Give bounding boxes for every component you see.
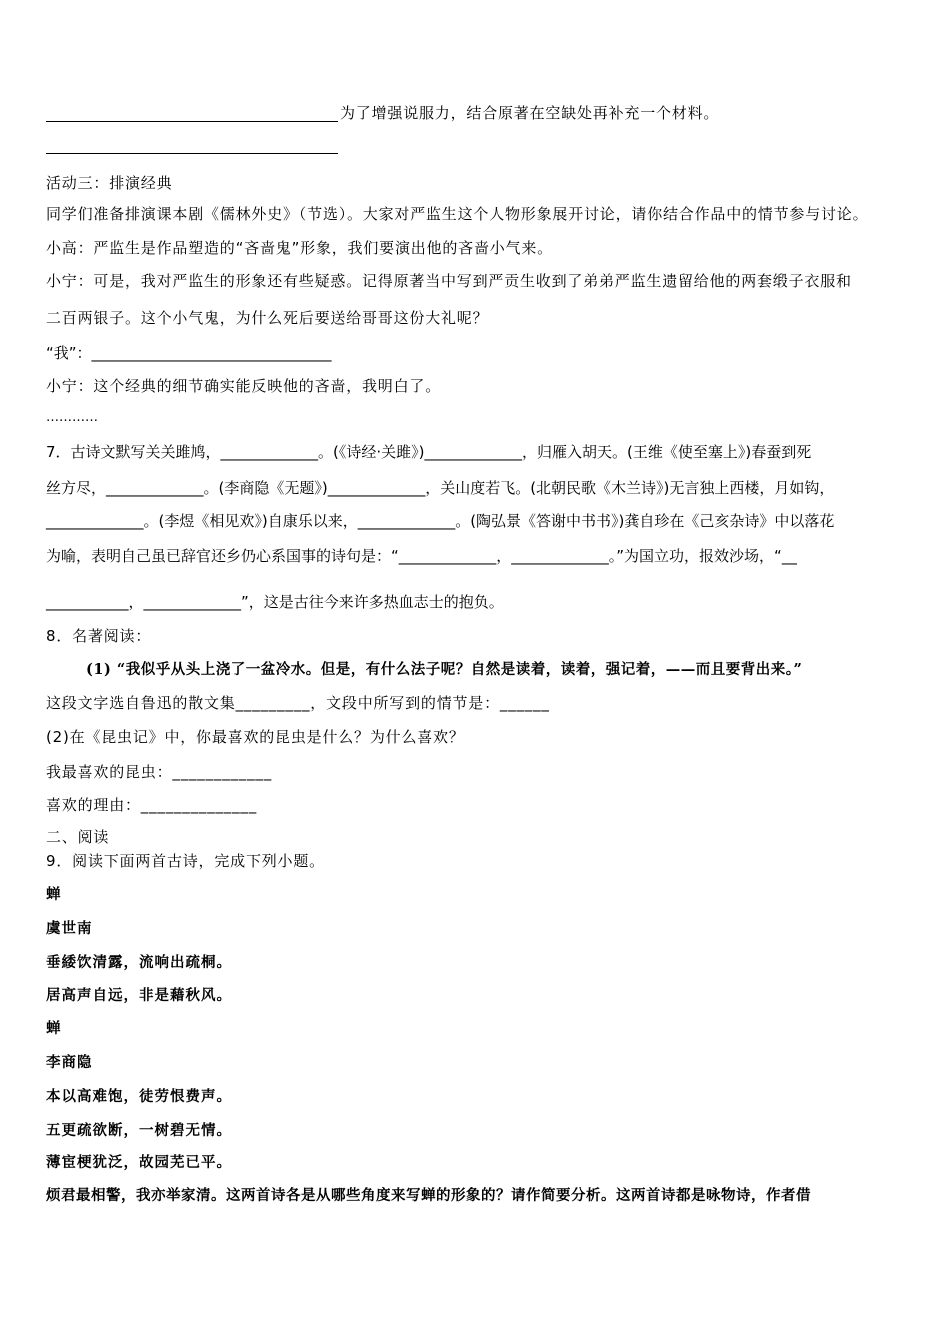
poem2-title: 蝉	[46, 1020, 62, 1037]
ellipsis: …………	[46, 410, 98, 425]
answer-blank	[46, 121, 338, 122]
q8-source: 这段文字选自鲁迅的散文集_________，文段中所写到的情节是：______	[46, 694, 550, 712]
dialogue-xiaoning: 小宁：可是，我对严监生的形象还有些疑惑。记得原著当中写到严贡生收到了弟弟严监生遗留给他的两套缎子衣服和	[46, 272, 852, 290]
poem1-author: 虞世南	[46, 920, 93, 937]
poem2-last-and-question: 烦君最相警，我亦举家清。这两首诗各是从哪些角度来写蝉的形象的？请作简要分析。这两首诗都是咏物诗，作者借	[46, 1187, 811, 1204]
section-title: 二、阅读	[46, 828, 110, 846]
poem1-line: 居高声自远，非是藉秋风。	[46, 987, 232, 1004]
q9-prompt: 9．阅读下面两首古诗，完成下列小题。	[46, 852, 325, 870]
activity3-intro: 同学们准备排演课本剧《儒林外史》（节选）。大家对严监生这个人物形象展开讨论，请你结合作品中的情节参与讨论。	[46, 205, 869, 223]
poem1-title: 蝉	[46, 886, 62, 903]
poem2-author: 李商隐	[46, 1054, 93, 1071]
q7-line: ___________，_____________”，这是古往今来许多热血志士的抱负。	[46, 593, 504, 611]
dialogue-xiaoning-2: 小宁：这个经典的细节确实能反映他的吝啬，我明白了。	[46, 377, 442, 395]
dialogue-xiaogao: 小高：严监生是作品塑造的“吝啬鬼”形象，我们要演出他的吝啬小气来。	[46, 239, 553, 257]
dialogue-xiaoning-cont: 二百两银子。这个小气鬼，为什么死后要送给哥哥这份大礼呢？	[46, 309, 489, 327]
answer-blank	[46, 153, 338, 154]
q8-title: 8．名著阅读：	[46, 627, 152, 645]
q7-line: 丝方尽，_____________。(李商隐《无题》)_____________，关山度若飞。(北朝民歌《木兰诗》)无言独上西楼，月如钩，	[46, 479, 835, 497]
q8-quote: (1) “我似乎从头上浇了一盆冷水。但是，有什么法子呢？自然是读着，读着，强记着，——而且要背出来。”	[86, 661, 803, 678]
q8-fav-insect: 我最喜欢的昆虫：____________	[46, 763, 273, 781]
poem1-line: 垂緌饮清露，流响出疏桐。	[46, 954, 232, 971]
activity3-title: 活动三：排演经典	[46, 174, 173, 192]
poem2-line: 五更疏欲断，一树碧无情。	[46, 1122, 232, 1139]
q7-line: 7．古诗文默写关关雎鸠，_____________。(《诗经·关雎》)_____________，归雁入胡天。(王维《使至塞上》)春蚕到死	[46, 443, 812, 461]
activity2-text: 为了增强说服力，结合原著在空缺处再补充一个材料。	[340, 104, 720, 122]
q8-reason: 喜欢的理由：______________	[46, 796, 258, 814]
poem2-line: 薄宦梗犹泛，故园芜已平。	[46, 1154, 232, 1171]
dialogue-me: “我”：________________________________	[46, 344, 332, 362]
poem2-line: 本以高难饱，徒劳恨费声。	[46, 1088, 232, 1105]
q7-line: _____________。(李煜《相见欢》)自康乐以来，_____________。(陶弘景《答谢中书书》)龚自珍在《己亥杂诗》中以落花	[46, 512, 835, 530]
q8-sub2: (2)在《昆虫记》中，你最喜欢的昆虫是什么？为什么喜欢？	[46, 728, 465, 746]
q7-line: 为喻，表明自己虽已辞官还乡仍心系国事的诗句是：“_____________，_____________。”为国立功，报效沙场，“__	[46, 547, 797, 565]
